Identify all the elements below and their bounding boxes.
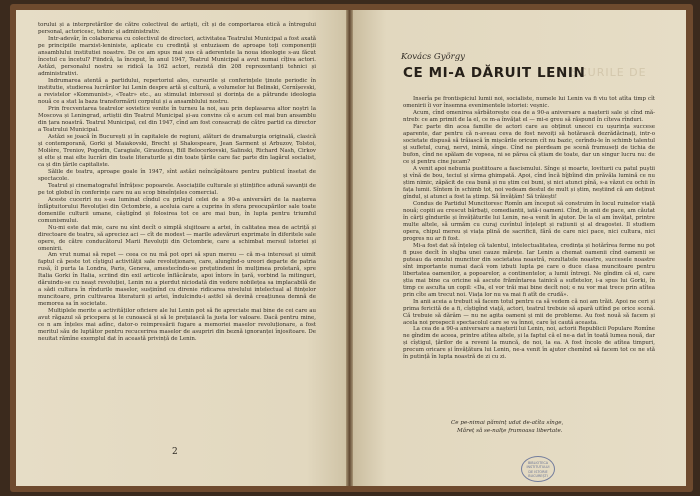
page-number: 2	[172, 447, 178, 457]
stamp-line: BUCUREȘTI	[528, 473, 548, 478]
stamp-line: INSTITUTULUI	[526, 465, 550, 470]
paragraph: Am vrut numai să repet — ceea ce nu mă pot opri să spun mereu — că m-a interesat și uimit faptul că peste tot cîștigul activității sale revoluționare, care, alungînd-o ureori departe de patria rusă, îl purta la Londra, Paris, Geneva, amestecîndu-se prețutindeni în mulțimea proletară, spre Italia Gorki în Italia, scriind din exil articole înflăcărate, apoi întors în țară, vorbind la mitinguri, dăruindu-se cu neașt revoluției, Lenin nu a pierdut niciodată din vedere nobilețea sa implacabilă de a sădi cultura în rîndurile maselor, susținînd cu direnie ridicarea nivelului intelectual al ființelor muncitoare, prin cultivarea literaturii și artei, îndulcindu-i astfel să devină creațiunea demnă de memorea sa în societate.	[38, 252, 316, 308]
left-page	[16, 10, 346, 486]
paragraph: Fac parte din acea familie de actori care au obținut unecei cu ușurința succese aparente, dar pentru că n-aveau ceva de fost nevoiți să hotărască dezrădăcinați, intr-o societate dispusă să trăiască în mișcările oricum cît nu bazic, cerîndu-le în schimb talentul și sufletul, curaj, nervi, inimă, sînge. Cînd ne pierdeam pe scenă frumuseți de tichia de bufon, cînd ne spălam de vopsea, ni se părea că știam de toate, dar un singur lucru nu: de ce și pentru cine jucam?	[403, 123, 655, 165]
right-page	[353, 10, 686, 486]
poem-line: Ce pe-nimai păminț udat de-atîta sînge,	[451, 420, 564, 426]
paragraph: Multiplele merite a activităților oficiere ale lui Lenin pot să fie apreciate mai bine de cei care au avut răgazul să pricepera și le cunoască și să le prețuiască la justa lor valoare. Dacă pentru mine, ce n am înțeles mai adînc, dator-o reimpresării fugare a memoriei maselor revoluționare, a fost meritul său de luptător pentru recucerirea maselor de asupriri din beznă ignoranței înjositoare. De neuitat rămîne exemplul dat în această privință de Lenin.	[38, 308, 316, 343]
paragraph: Indrumarea atentă a partidului, repertoriul ales, cursurile și conferințele ținute periodic în institutie, studierea lucrărilor lui Lenin despre artă și cultură, a volumelor lui Belinski, Cernîșevski, a revistelor «Kommunist», «Teatr» etc., au stimulat interesul și dorința de a pătrunde ideologia nouă ce a stat la baza transformării corpului și a ansamblului nostru.	[38, 77, 316, 105]
paragraph: Inserîa pe frontispiciul lumii noi, socialiste, numele lui Lenin va fi viu tot atîta timp cît omenirii îi vor însemna evenimentele istoriei: veșnic.	[403, 96, 655, 109]
stamp-line: BIBLIOTECA	[527, 461, 549, 465]
paragraph: A venit apoi nebunia pustiitoare a fascismului. Sînge și moarte, loviturii cu patul puștii și vînă de bou, teciul și sîrma ghimpată. Apoi, cînd încă bîjbîind din prăvăla lumină ce nu știm nimic, zăpăcit de cea bună și nu știm cei buni, și nici atunci pînă, s-a văzut cu ochii în fața lumii. Sîntem în schimb tot, noi vedeam destul de mult și știm, neștiind că am deținut gîndul, și atunci a fost la știmp. Să învățăm! Să trăiești!	[403, 165, 655, 200]
poem-quote	[451, 419, 563, 435]
library-stamp	[521, 456, 555, 482]
paragraph: Teatrul și cinematograful înfrățesc popoarele. Asociațiile culturale și științifice adună savanții de pe tot globul în conferințe care nu au scop bineînțeles comercial.	[38, 182, 316, 196]
book-gutter	[346, 10, 353, 486]
paragraph: Aceste cuceriri nu s-au luminat cîndul cu prilejul celei de a 90-a aniversări de la nașterea înfăptuitorului Revoluției din Octombrie, a aceluia care a cuprins în sfera preocupărilor sale toate domeniile culturii umane, câștigînd și folosirea tot ce are mai bun, în lupta pentru triumful comunismului.	[38, 196, 316, 224]
paragraph: Mi-a fost dat să înțeleg că talentul, intelectualitatea, credința și hotărîrea ferme nu pot fi puse decît în slujba unei cauze mărețe. Iar Lenin a chemat oamenii cînd oamenii se puteau da omului muncitor din societatea noastră, rezultatele noastre, succesele noastre sînt importante numai dacă vom izbuti lupta pe care o duce clasa muncitoare pentru libertatea oamenilor, a popoarelor, a continentelor, a lumii întregi. Ne gîndim că el, care știa mai bine ca oricine să ascute frămîntarea tainică a sufletelor, i-a spus lui Gorki, în timp ce asculta un copil: «Da, el vor trăi mai bine decît noi; e nu vor mai trece prin atîtea prin cîte am trecut noi. Viața lor nu va mai fi atît de crudă».	[403, 242, 655, 298]
paragraph: La cea de a 90-a aniversare a nașterii lui Lenin, noi, actorii Republicii Populare Romîne ne gîndim de aceea, printre atîtea altele, și la faptul că el ne-a dat în toată lumea nouă, dar și cîștigul, țărilor de a reveni la muncă, de noi, la ea. A fost încolo de atîtea timpuri, precum oricare și învățătura lui Lenin, ne-a venit în ajutor chemînd să facem tot ce ne stă în putință în lupta noastră de zi cu zi.	[403, 326, 655, 361]
paragraph: Acum, cînd omenirea sărbătorește cea de a 90-a aniversare a nașterii sale și cînd mă-ntreb: ce am primit de la el, ce m-a învățat el — mi-e greu să răspund în cîteva rînduri.	[403, 109, 655, 123]
paragraph: Sălile de teatru, aproape goale în 1947, sînt astăzi neîncăpătoare pentru publicul însetat de spectacole.	[38, 168, 316, 182]
poem-line: Măreț să se-nalțe frumoasa libertate.	[457, 428, 563, 434]
stamp-line: DE ISTORIE	[528, 469, 548, 474]
paragraph: Nu-mi este dat mie, care nu sînt decît o simplă slujitoare a artei, în calitatea mea de actriță și directoare de teatru, să apreciez aci — cît de modest — marile adevăruri exprimate în diferitele sale opere, de către conducătorul Marii Revoluții din Octombrie, care a schimbat mersul istoriei și omenirii.	[38, 224, 316, 252]
left-page-text	[38, 22, 316, 343]
paragraph: Condus de Partidul Muncitoresc Romîn am început să construim în locul ruinelor viață nouă; copiii au crescut bărbați, comediantii, iată-i oameni. Cînd, în anii de pace, am căutat în cărți gîndurile și învățăturile lui Lenin, ne-a venit în ajutor. De la el am învățat, printre multe altele, să urmăm cu curaj cuvîntul înțelept și rațiunii și al dragostei. Il studiem opera, chipul mereu și viața plină de sacrificii, fără de care nici pace, nici cultura, nici progres nu ar fi fost.	[403, 200, 655, 242]
paragraph: Intr-adevăr, în colaborarea cu colectivul de directori, activitatea Teatrului Municipal a fost axată pe principiile marxist-leniniste, aplicate cu credință și entuziasm de aproape toți componenții ansamblului institutiei noastre. De ce am spus mai sus că aderentele la noua ideologie s-au făcut încetul cu încetul? Fiindcă, la început, în anul 1947, Teatrul Municipal a avut numai cîțiva actori. Astăzi, personalul nostru se ridică la 162 actori, rezistă din 208 reprezentanți tehnici și administrativi.	[38, 35, 316, 77]
show-through-text: ŞCURILE DE	[571, 66, 647, 79]
right-page-text	[403, 96, 655, 361]
open-book	[10, 4, 693, 492]
paragraph: In anii aceia a trebuit să facem totul pentru ca să vedem că noi am trăit. Apoi ne ceri și prima fericită de a fi, cîștigînd viață, actori, teatrul trebuie să apară uitînd pe orice scenă. Că trebuie să dărâm — nu ne agita oameni și mii de probleme. Au fost nouă să facem și acela noi prospecii spectacolul care se va înnoi, care își caută aceasta.	[403, 298, 655, 326]
paragraph: torului și a interpretărilor de către colectivul de artiști, cît și de comportarea etică a întregului personal, actoricesc, tehnic și administrativ.	[38, 22, 316, 35]
article-title: CE MI-A DĂRUIT LENIN	[403, 65, 586, 81]
paragraph: Astăzi se joacă în București și în capitalele de regiuni, alături de dramaturgia originală, clasică și contemporană, Gorki și Maiakovski, Brecht și Shakespeare, Jean Sarment și Arbuzov, Tolstoi, Molière, Treniov, Pogodin, Caragiale, Giraudoux, Bill Belocerkovski, Salinski, Richard Nash, Cirkov și elte și mai elte lucrări din toate literaturile și din toate țările care fac parte din lagărul socialist, ca și din țările capitaliste.	[38, 133, 316, 168]
article-author: Kovács György	[401, 52, 465, 62]
paragraph: Prin frecventarea teatrelor sovietice venite în turneu la noi, sau prin deplasarea altor noștri la Moscova și Leningrad, artiștii din Teatrul Municipal și-au convins că e acum cel mai bun ansamblu din țara noastră. Teatrul Municipal, cel din 1947, cînd am fost consacrați de către partid ca director a Teatrului Municipal.	[38, 105, 316, 133]
